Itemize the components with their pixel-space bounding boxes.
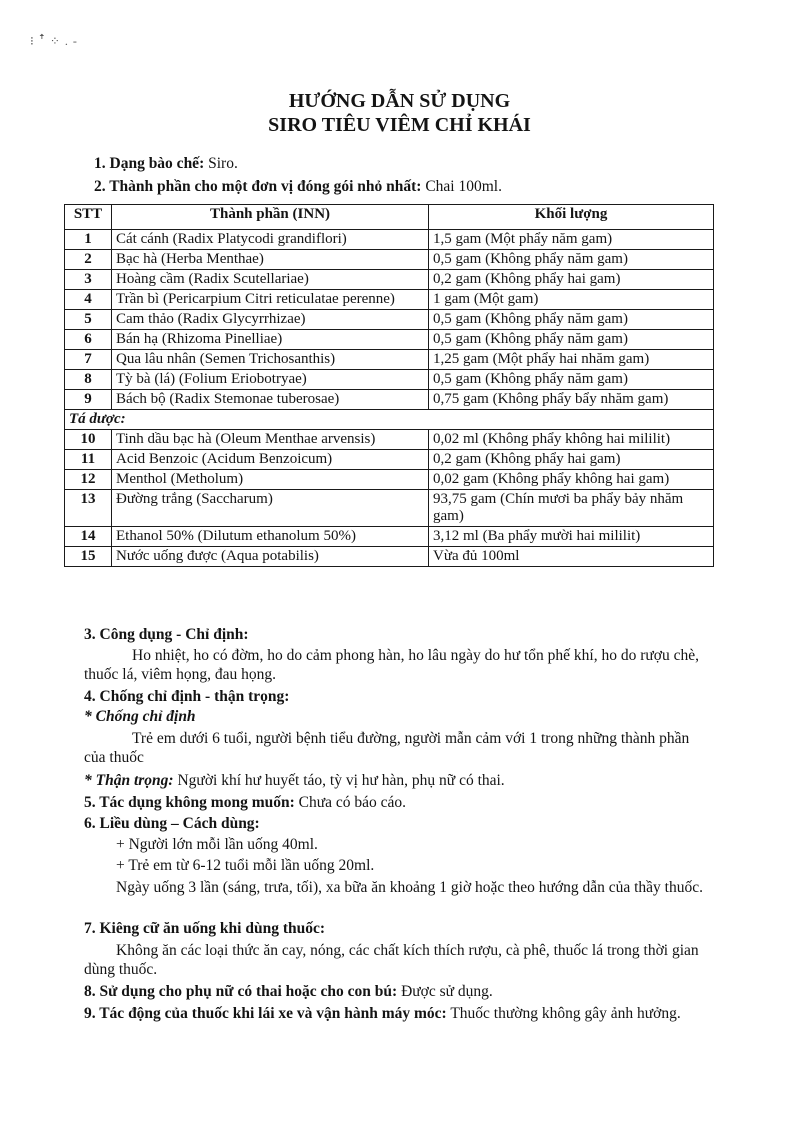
doc-title-line1: HƯỚNG DẪN SỬ DỤNG — [288, 90, 511, 112]
table-row — [65, 430, 714, 450]
section-1-label: 1. Dạng bào chế: — [94, 155, 205, 172]
row-name: Tỳ bà (lá) (Folium Eriobotryae) — [112, 370, 429, 390]
row-name: Ethanol 50% (Dilutum ethanolum 50%) — [112, 527, 429, 547]
table-row — [65, 230, 714, 250]
table-row — [65, 370, 714, 390]
row-name: Tinh dầu bạc hà (Oleum Menthae arvensis) — [112, 430, 429, 450]
section-3-label — [84, 626, 249, 644]
row-name: Acid Benzoic (Acidum Benzoicum) — [112, 450, 429, 470]
table-row — [65, 290, 714, 310]
ingredients-table — [64, 204, 714, 567]
row-stt: 12 — [65, 470, 112, 490]
table-row — [65, 547, 714, 567]
row-amount: 0,5 gam (Không phẩy năm gam) — [429, 370, 714, 390]
row-name: Bách bộ (Radix Stemonae tuberosae) — [112, 390, 429, 410]
dosage-adult: + Người lớn mỗi lần uống 40ml. — [116, 836, 318, 853]
contraindication-label-text: * Chống chỉ định — [84, 708, 196, 725]
row-stt: 13 — [65, 490, 112, 527]
section-2-value: Chai 100ml. — [421, 178, 502, 195]
row-amount: 0,02 gam (Không phẩy không hai gam) — [429, 470, 714, 490]
section-6-label — [84, 815, 260, 833]
row-name: Bạc hà (Herba Menthae) — [112, 250, 429, 270]
contraindication-text: Trẻ em dưới 6 tuổi, người bệnh tiểu đường, người mẫn cảm với 1 trong những thành phần của thuốc — [84, 730, 690, 766]
row-stt: 7 — [65, 350, 112, 370]
caution-line — [84, 772, 505, 790]
section-5-label: 5. Tác dụng không mong muốn: — [84, 794, 295, 811]
row-stt: 8 — [65, 370, 112, 390]
caution-text: Người khí hư huyết táo, tỳ vị hư hàn, phụ nữ có thai. — [173, 772, 505, 789]
table-row — [65, 450, 714, 470]
row-name: Hoàng cầm (Radix Scutellariae) — [112, 270, 429, 290]
row-amount: 0,5 gam (Không phẩy năm gam) — [429, 250, 714, 270]
row-stt: 5 — [65, 310, 112, 330]
section-4-label-text: 4. Chống chỉ định - thận trọng: — [84, 688, 290, 705]
row-stt: 2 — [65, 250, 112, 270]
table-row — [65, 250, 714, 270]
row-name: Qua lâu nhân (Semen Trichosanthis) — [112, 350, 429, 370]
section-9-value: Thuốc thường không gây ảnh hưởng. — [446, 1005, 681, 1022]
row-amount: 3,12 ml (Ba phẩy mười hai mililit) — [429, 527, 714, 547]
row-amount: Vừa đủ 100ml — [429, 547, 714, 567]
excipient-label: Tá dược: — [65, 410, 714, 430]
row-name: Cát cánh (Radix Platycodi grandiflori) — [112, 230, 429, 250]
row-amount: 0,02 ml (Không phẩy không hai mililit) — [429, 430, 714, 450]
dosage-text: Ngày uống 3 lần (sáng, trưa, tối), xa bữa ăn khoảng 1 giờ hoặc theo hướng dẫn của thầy thuốc. — [116, 879, 703, 896]
row-stt: 14 — [65, 527, 112, 547]
row-stt: 3 — [65, 270, 112, 290]
section-1 — [94, 155, 238, 173]
section-1-value: Siro. — [204, 155, 238, 172]
row-stt: 6 — [65, 330, 112, 350]
row-stt: 4 — [65, 290, 112, 310]
table-row — [65, 330, 714, 350]
table-row — [65, 490, 714, 527]
row-amount: 0,5 gam (Không phẩy năm gam) — [429, 310, 714, 330]
section-4-label — [84, 688, 289, 706]
row-name: Đường trắng (Saccharum) — [112, 490, 429, 527]
row-name: Menthol (Metholum) — [112, 470, 429, 490]
table-row — [65, 470, 714, 490]
table-header-row — [65, 205, 714, 230]
table-row — [65, 390, 714, 410]
row-name: Trần bì (Pericarpium Citri reticulatae perenne) — [112, 290, 429, 310]
scan-mark: ⁝ ꜛ ⁘ . - — [30, 34, 78, 48]
row-name: Bán hạ (Rhizoma Pinelliae) — [112, 330, 429, 350]
row-stt: 1 — [65, 230, 112, 250]
section-7-text: Không ăn các loại thức ăn cay, nóng, các chất kích thích rượu, cà phê, thuốc lá trong thời gian dùng thuốc. — [84, 942, 699, 978]
row-stt: 11 — [65, 450, 112, 470]
row-stt: 9 — [65, 390, 112, 410]
row-name: Cam thảo (Radix Glycyrrhizae) — [112, 310, 429, 330]
row-amount: 0,2 gam (Không phẩy hai gam) — [429, 450, 714, 470]
caution-label: * Thận trọng: — [84, 772, 174, 789]
row-amount: 1,25 gam (Một phẩy hai nhăm gam) — [429, 350, 714, 370]
row-stt: 10 — [65, 430, 112, 450]
row-amount: 0,5 gam (Không phẩy năm gam) — [429, 330, 714, 350]
row-stt: 15 — [65, 547, 112, 567]
dosage-child: + Trẻ em từ 6-12 tuổi mỗi lần uống 20ml. — [116, 857, 375, 874]
table-row — [65, 350, 714, 370]
section-7-label-text: 7. Kiêng cữ ăn uống khi dùng thuốc: — [84, 920, 326, 937]
excipient-label-row — [65, 410, 714, 430]
section-5 — [84, 794, 406, 812]
header-stt: STT — [65, 205, 112, 230]
header-name: Thành phần (INN) — [112, 205, 429, 230]
doc-title-line2: SIRO TIÊU VIÊM CHỈ KHÁI — [268, 114, 531, 136]
contraindication-label — [84, 708, 196, 726]
section-8-label: 8. Sử dụng cho phụ nữ có thai hoặc cho con bú: — [84, 983, 398, 1000]
section-2 — [94, 178, 502, 196]
table-row — [65, 310, 714, 330]
row-amount: 1,5 gam (Một phẩy năm gam) — [429, 230, 714, 250]
section-2-label: 2. Thành phần cho một đơn vị đóng gói nhỏ nhất: — [94, 178, 422, 195]
row-amount: 1 gam (Một gam) — [429, 290, 714, 310]
row-name: Nước uống được (Aqua potabilis) — [112, 547, 429, 567]
section-3-text: Ho nhiệt, ho có đờm, ho do cảm phong hàn, ho lâu ngày do hư tổn phế khí, ho do rượu chè, thuốc lá, viêm họng, đau họng. — [84, 647, 699, 683]
row-amount: 0,75 gam (Không phẩy bẩy nhăm gam) — [429, 390, 714, 410]
section-9-label: 9. Tác động của thuốc khi lái xe và vận hành máy móc: — [84, 1005, 447, 1022]
section-8-value: Được sử dụng. — [397, 983, 493, 1000]
section-3-label-text: 3. Công dụng - Chỉ định: — [84, 626, 249, 643]
section-7-label — [84, 920, 325, 938]
header-amount: Khối lượng — [429, 205, 714, 230]
table-row — [65, 270, 714, 290]
section-6-label-text: 6. Liều dùng – Cách dùng: — [84, 815, 260, 832]
section-5-value: Chưa có báo cáo. — [294, 794, 407, 811]
table-row — [65, 527, 714, 547]
section-9 — [84, 1004, 709, 1023]
row-amount: 93,75 gam (Chín mươi ba phẩy bảy nhăm gam) — [429, 490, 714, 527]
row-amount: 0,2 gam (Không phẩy hai gam) — [429, 270, 714, 290]
section-8 — [84, 983, 493, 1001]
